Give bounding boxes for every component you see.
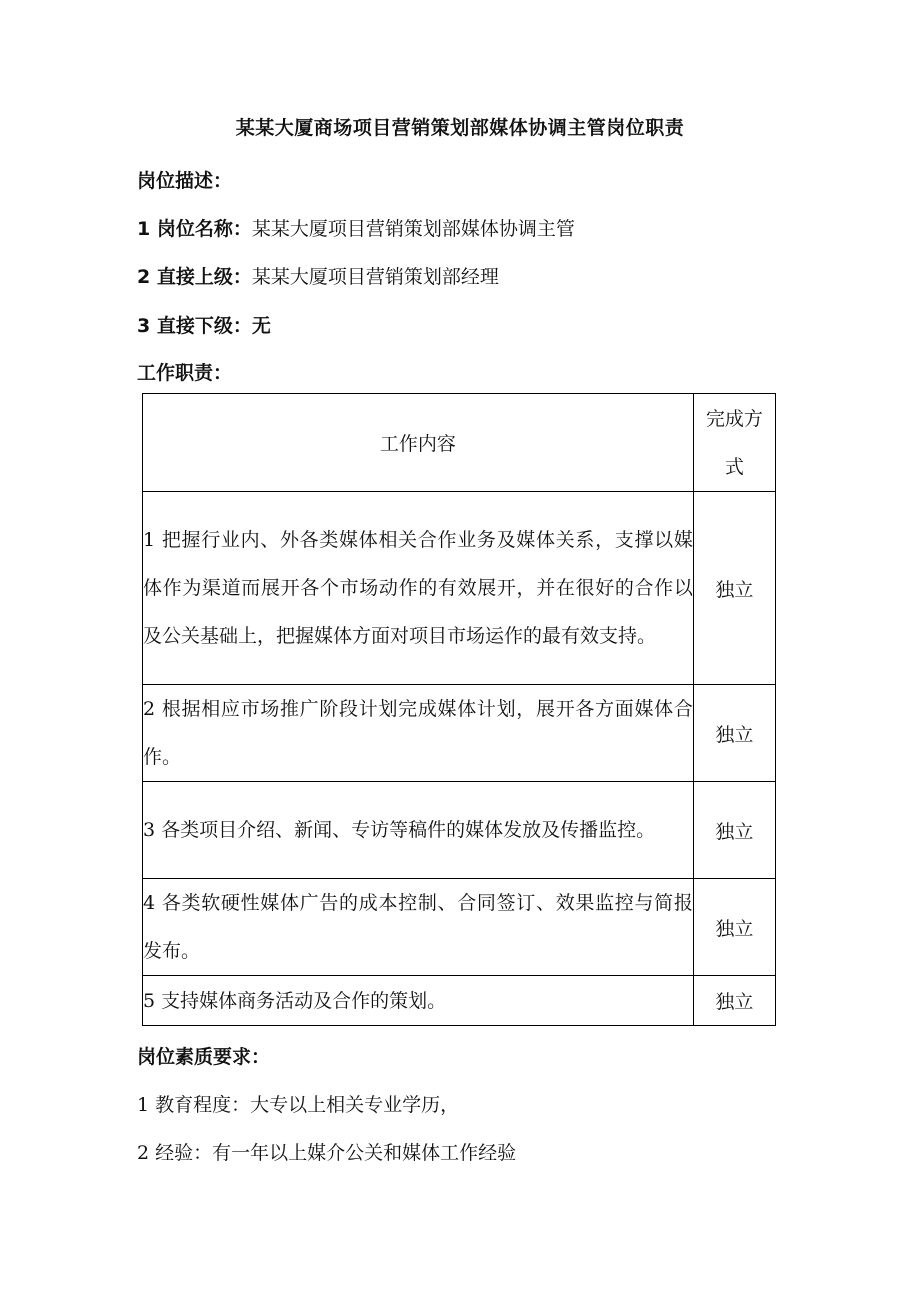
duties-heading: 工作职责： (137, 362, 233, 384)
duty-mode: 独立 (693, 685, 775, 782)
experience-value: 有一年以上媒介公关和媒体工作经验 (212, 1142, 517, 1164)
position-name-value: 某某大厦项目营销策划部媒体协调主管 (251, 218, 575, 240)
duty-mode: 独立 (693, 879, 775, 976)
position-description-heading: 岗位描述： (137, 170, 233, 192)
table-row (143, 492, 776, 685)
education-line (137, 1090, 459, 1117)
duty-mode: 独立 (693, 782, 775, 879)
experience-label: 2 经验： (137, 1142, 213, 1164)
qualifications-heading: 岗位素质要求： (137, 1046, 271, 1068)
header-mode-line1: 完成方 (705, 407, 763, 430)
table-row (143, 685, 776, 782)
direct-superior-value: 某某大厦项目营销策划部经理 (251, 266, 499, 288)
duty-content: 1 把握行业内、外各类媒体相关合作业务及媒体关系，支撑以媒体作为渠道而展开各个市场动作的有效展开，并在很好的合作以及公关基础上，把握媒体方面对项目市场运作的最有效支持。 (143, 492, 694, 685)
education-label: 1 教育程度： (137, 1094, 251, 1116)
header-mode (693, 394, 775, 492)
education-value: 大专以上相关专业学历， (250, 1094, 460, 1116)
direct-subordinate-value: 无 (251, 315, 271, 337)
duty-content: 5 支持媒体商务活动及合作的策划。 (143, 976, 694, 1026)
duty-mode: 独立 (693, 492, 775, 685)
header-content: 工作内容 (143, 394, 694, 492)
direct-subordinate-line (137, 311, 271, 338)
position-name-line (137, 214, 575, 241)
direct-subordinate-label: 3 直接下级： (137, 315, 252, 337)
header-mode-line2: 式 (724, 455, 744, 478)
direct-superior-label: 2 直接上级： (137, 266, 252, 288)
duty-content: 4 各类软硬性媒体广告的成本控制、合同签订、效果监控与简报发布。 (143, 879, 694, 976)
table-row (143, 976, 776, 1026)
table-row (143, 879, 776, 976)
page-title: 某某大厦商场项目营销策划部媒体协调主管岗位职责 (235, 117, 685, 139)
duty-content: 2 根据相应市场推广阶段计划完成媒体计划，展开各方面媒体合作。 (143, 685, 694, 782)
position-name-label: 1 岗位名称： (137, 218, 252, 240)
table-row (143, 782, 776, 879)
table-header-row (143, 394, 776, 492)
duties-table (142, 393, 776, 1026)
experience-line (137, 1138, 516, 1165)
direct-superior-line (137, 262, 499, 289)
duty-content: 3 各类项目介绍、新闻、专访等稿件的媒体发放及传播监控。 (143, 782, 694, 879)
duty-mode: 独立 (693, 976, 775, 1026)
